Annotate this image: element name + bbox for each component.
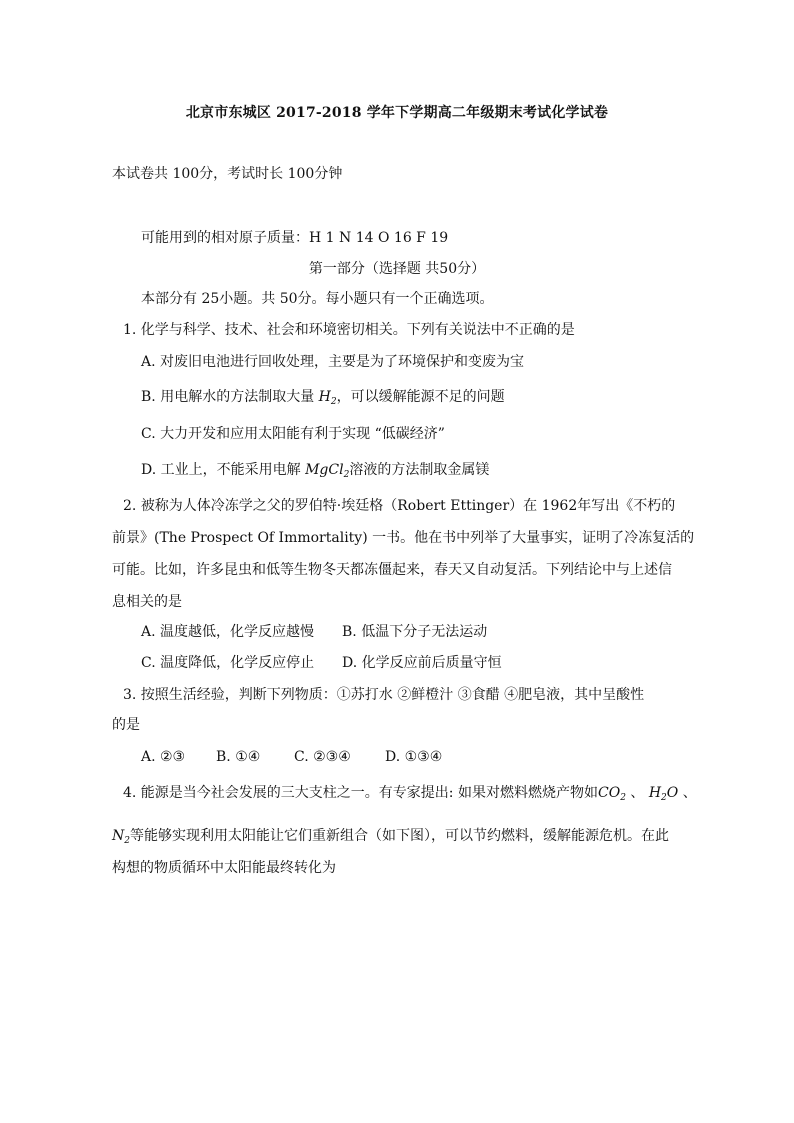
formula-mgcl2: MgCl$_2$ xyxy=(305,462,350,480)
formula-co2: $CO_2$ xyxy=(597,785,626,803)
q3-option-b: B. ①④ xyxy=(216,749,261,765)
q1-option-d-text: D. 工业上，不能采用电解 xyxy=(141,462,301,478)
q3-line-2: 的是 xyxy=(112,717,140,733)
q2-option-a: A. 温度越低，化学反应越慢 xyxy=(141,624,315,640)
exam-intro: 本试卷共 100分，考试时长 100分钟 xyxy=(112,166,343,182)
formula-h2o: $H_2O$ xyxy=(648,785,679,803)
formula-h2: $H_2$ xyxy=(318,389,337,407)
q4-line-2 xyxy=(112,826,669,846)
q2-option-b: B. 低温下分子无法运动 xyxy=(342,624,488,640)
exam-title: 北京市东城区 2017-2018 学年下学期高二年级期末考试化学试卷 xyxy=(185,105,609,121)
q2-line-2: 前景》(The Prospect Of Immortality) 一书。他在书中列举了大量事实，证明了冷冻复活的 xyxy=(112,530,695,546)
q3-option-a: A. ②③ xyxy=(141,749,186,765)
q1-option-d-tail: 溶液的方法制取金属镁 xyxy=(349,462,490,478)
q4-separator-2: 、 xyxy=(682,785,697,801)
q2-option-d: D. 化学反应前后质量守恒 xyxy=(342,655,502,671)
q2-option-c: C. 温度降低，化学反应停止 xyxy=(141,655,315,671)
part1-heading: 第一部分（选择题 共50分） xyxy=(308,261,486,277)
q1-option-b-tail: ，可以缓解能源不足的问题 xyxy=(336,389,505,405)
part1-instruction: 本部分有 25小题。共 50分。每小题只有一个正确选项。 xyxy=(141,291,494,307)
q1-stem: 1. 化学与科学、技术、社会和环境密切相关。下列有关说法中不正确的是 xyxy=(123,322,575,338)
q3-option-c: C. ②③④ xyxy=(294,749,351,765)
q1-option-a: A. 对废旧电池进行回收处理，主要是为了环境保护和变废为宝 xyxy=(141,354,525,370)
q1-option-d xyxy=(141,460,489,480)
q2-line-1: 2. 被称为人体冷冻学之父的罗伯特·埃廷格（Robert Ettinger）在 1962年写出《不朽的 xyxy=(123,498,676,514)
q2-line-3: 可能。比如，许多昆虫和低等生物冬天都冻僵起来，春天又自动复活。下列结论中与上述信 xyxy=(112,562,672,578)
q4-line-3: 构想的物质循环中太阳能最终转化为 xyxy=(112,860,336,876)
atomic-masses: 可能用到的相对原子质量：H 1 N 14 O 16 F 19 xyxy=(141,230,449,246)
q1-option-b xyxy=(141,387,505,407)
formula-n2: $N_2$ xyxy=(112,828,130,846)
q3-line-1: 3. 按照生活经验，判断下列物质：①苏打水 ②鲜橙汁 ③食醋 ④肥皂液，其中呈酸性 xyxy=(123,687,645,703)
q4-line-2-text: 等能够实现利用太阳能让它们重新组合（如下图），可以节约燃料，缓解能源危机。在此 xyxy=(129,828,669,844)
q3-option-d: D. ①③④ xyxy=(385,749,443,765)
q4-line-1 xyxy=(123,783,697,803)
q2-line-4: 息相关的是 xyxy=(112,594,182,610)
q1-option-b-text: B. 用电解水的方法制取大量 xyxy=(141,389,315,405)
q4-line-1-text: 4. 能源是当今社会发展的三大支柱之一。有专家提出: 如果对燃料燃烧产物如 xyxy=(123,785,598,801)
q4-separator-1: 、 xyxy=(630,785,645,801)
q1-option-c: C. 大力开发和应用太阳能有利于实现 “低碳经济” xyxy=(141,426,445,442)
